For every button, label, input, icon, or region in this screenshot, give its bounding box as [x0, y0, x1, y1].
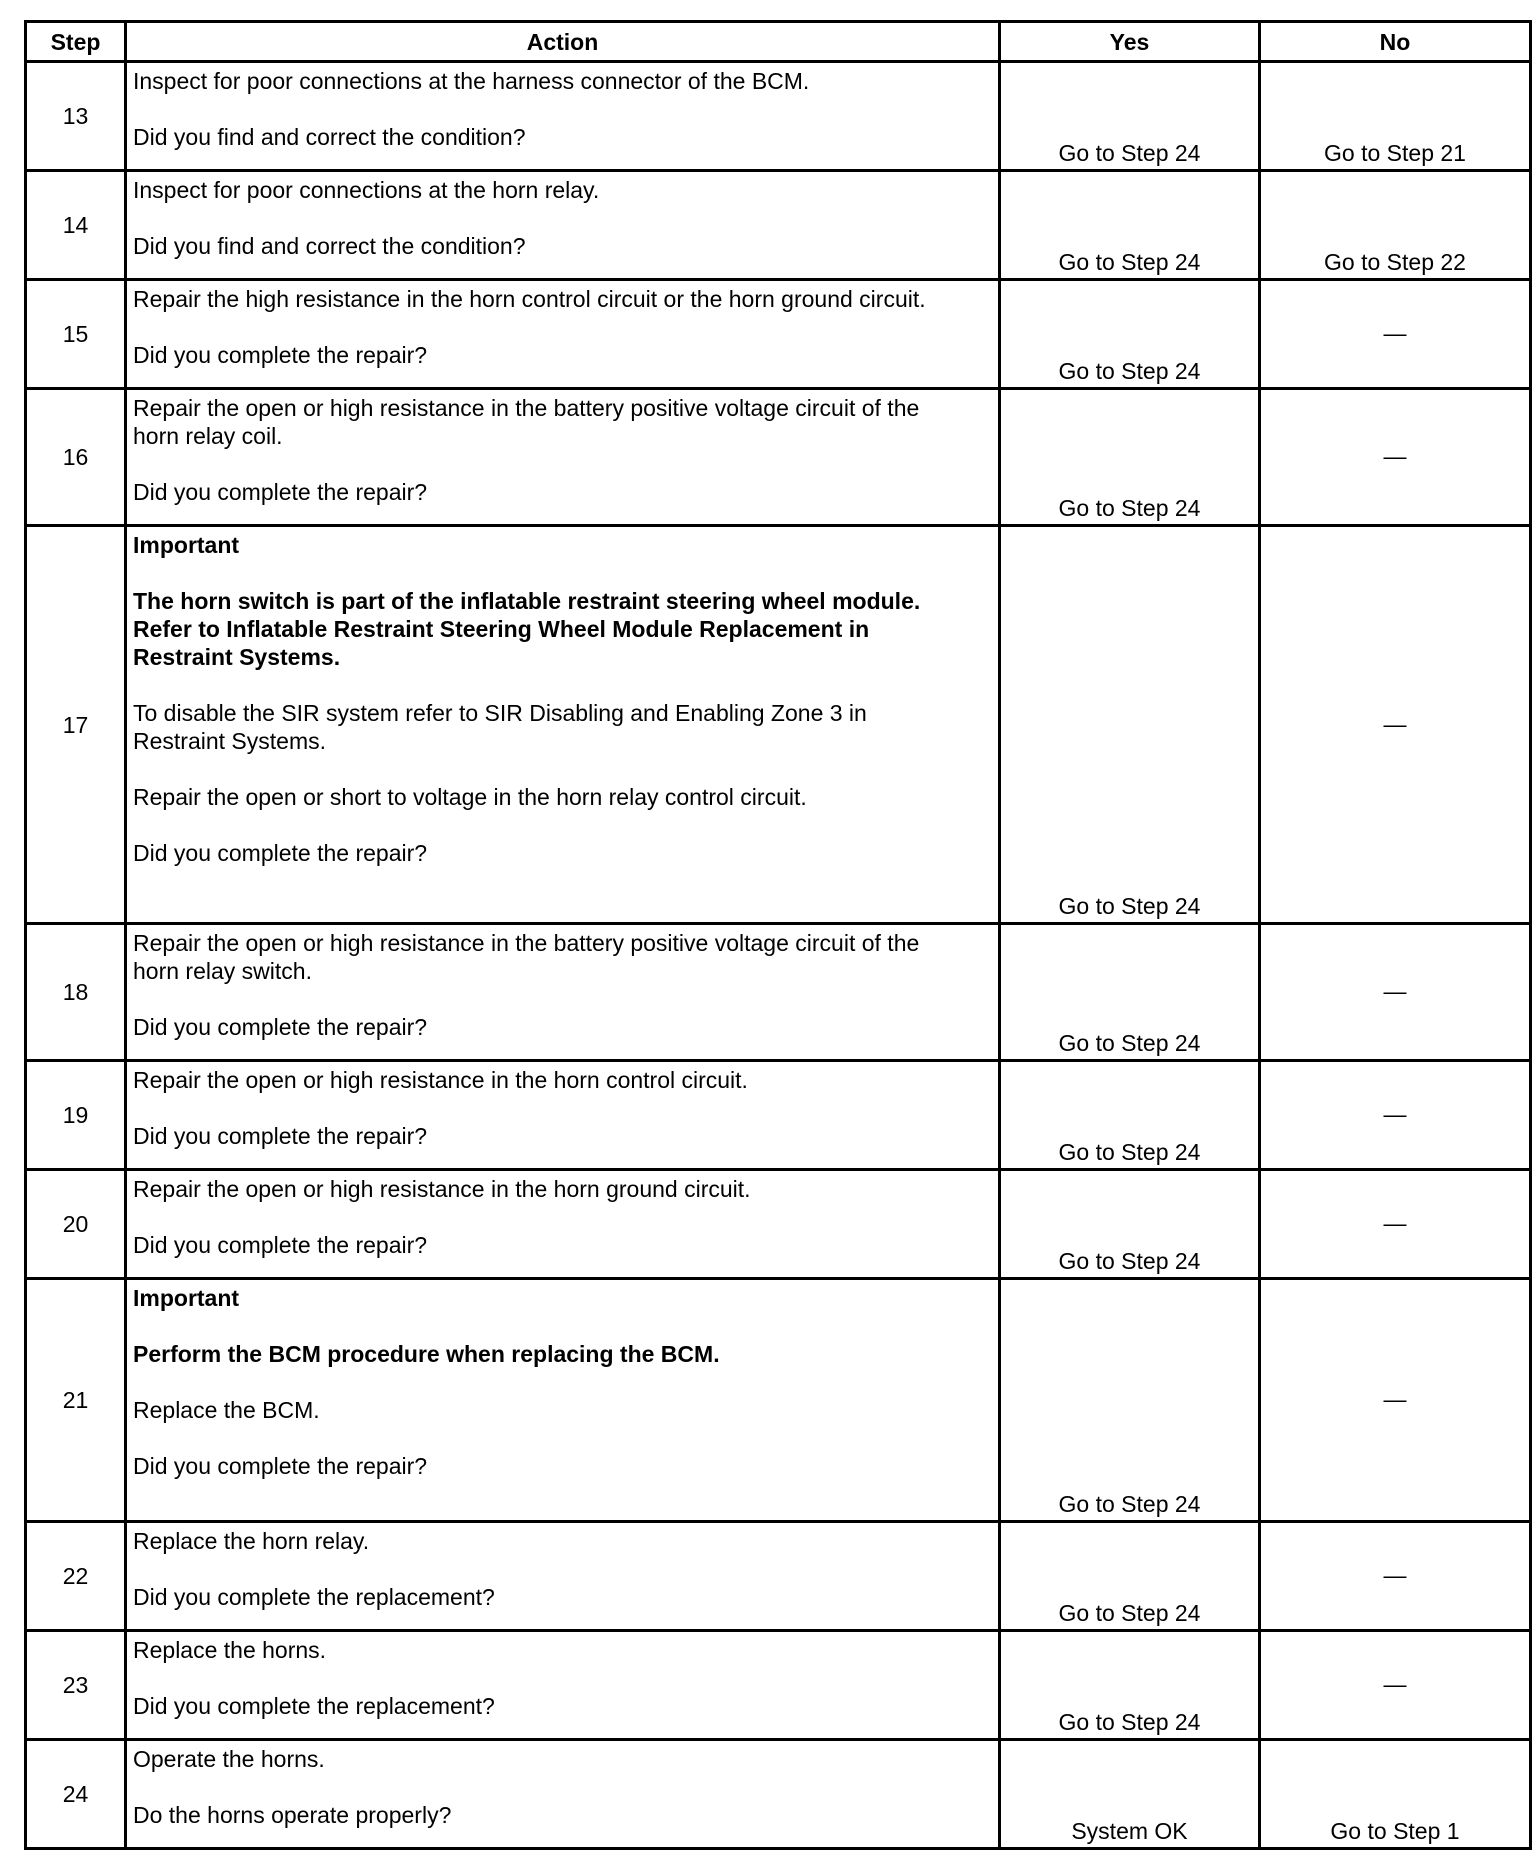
action-cell	[126, 389, 1000, 526]
action-text: To disable the SIR system refer to SIR Disabling and Enabling Zone 3 in Restraint Systems.	[133, 700, 867, 754]
no-result: Go to Step 22	[1260, 171, 1531, 280]
no-result: —	[1260, 1279, 1531, 1522]
important-text: Perform the BCM procedure when replacing the BCM.	[133, 1341, 720, 1367]
question-text: Did you complete the repair?	[133, 1014, 428, 1040]
step-number: 14	[26, 171, 126, 280]
yes-result: Go to Step 24	[1000, 62, 1260, 171]
action-cell	[126, 1279, 1000, 1522]
yes-result: Go to Step 24	[1000, 1522, 1260, 1631]
header-step: Step	[26, 22, 126, 62]
action-cell	[126, 1061, 1000, 1170]
question-text: Did you complete the repair?	[133, 1123, 428, 1149]
yes-result: Go to Step 24	[1000, 526, 1260, 924]
action-text: Replace the BCM.	[133, 1397, 320, 1423]
action-cell	[126, 280, 1000, 389]
question-text: Do the horns operate properly?	[133, 1802, 452, 1828]
header-row	[26, 22, 1531, 62]
table-row	[26, 1061, 1531, 1170]
action-text: Repair the open or high resistance in the battery positive voltage circuit of the horn relay switch.	[133, 930, 920, 984]
action-cell	[126, 1522, 1000, 1631]
action-cell	[126, 1631, 1000, 1740]
action-cell	[126, 62, 1000, 171]
action-text-2: Repair the open or short to voltage in the horn relay control circuit.	[133, 784, 807, 810]
no-result: —	[1260, 924, 1531, 1061]
no-result: —	[1260, 1170, 1531, 1279]
table-row	[26, 1522, 1531, 1631]
step-number: 13	[26, 62, 126, 171]
step-number: 18	[26, 924, 126, 1061]
step-number: 23	[26, 1631, 126, 1740]
question-text: Did you complete the repair?	[133, 1453, 428, 1479]
question-text: Did you find and correct the condition?	[133, 124, 526, 150]
action-cell	[126, 1170, 1000, 1279]
important-label: Important	[133, 1285, 240, 1311]
action-text: Inspect for poor connections at the horn relay.	[133, 177, 600, 203]
no-result: —	[1260, 280, 1531, 389]
yes-result: Go to Step 24	[1000, 280, 1260, 389]
action-cell	[126, 1740, 1000, 1849]
no-result: —	[1260, 1061, 1531, 1170]
table-row	[26, 171, 1531, 280]
no-result: Go to Step 21	[1260, 62, 1531, 171]
step-number: 17	[26, 526, 126, 924]
question-text: Did you complete the repair?	[133, 840, 428, 866]
action-text: Repair the high resistance in the horn control circuit or the horn ground circuit.	[133, 286, 926, 312]
question-text: Did you find and correct the condition?	[133, 233, 526, 259]
header-no: No	[1260, 22, 1531, 62]
question-text: Did you complete the repair?	[133, 342, 428, 368]
no-result: —	[1260, 526, 1531, 924]
action-text: Repair the open or high resistance in the horn control circuit.	[133, 1067, 748, 1093]
question-text: Did you complete the repair?	[133, 1232, 428, 1258]
table-row	[26, 1631, 1531, 1740]
yes-result: Go to Step 24	[1000, 1631, 1260, 1740]
action-text: Operate the horns.	[133, 1746, 325, 1772]
action-text: Replace the horn relay.	[133, 1528, 370, 1554]
header-yes: Yes	[1000, 22, 1260, 62]
question-text: Did you complete the replacement?	[133, 1584, 495, 1610]
no-result: Go to Step 1	[1260, 1740, 1531, 1849]
no-result: —	[1260, 389, 1531, 526]
action-text: Replace the horns.	[133, 1637, 327, 1663]
important-text: The horn switch is part of the inflatable restraint steering wheel module. Refer to Inflatable Restraint Steering Wheel Module Replacement in Restraint Systems.	[133, 588, 921, 670]
table-row	[26, 924, 1531, 1061]
yes-result: Go to Step 24	[1000, 1279, 1260, 1522]
yes-result: Go to Step 24	[1000, 924, 1260, 1061]
step-number: 21	[26, 1279, 126, 1522]
question-text: Did you complete the replacement?	[133, 1693, 495, 1719]
action-cell	[126, 924, 1000, 1061]
yes-result: Go to Step 24	[1000, 1061, 1260, 1170]
yes-result: Go to Step 24	[1000, 171, 1260, 280]
table-row	[26, 389, 1531, 526]
header-action: Action	[126, 22, 1000, 62]
step-number: 15	[26, 280, 126, 389]
yes-result: System OK	[1000, 1740, 1260, 1849]
action-text: Inspect for poor connections at the harness connector of the BCM.	[133, 68, 810, 94]
question-text: Did you complete the repair?	[133, 479, 428, 505]
table-row	[26, 526, 1531, 924]
yes-result: Go to Step 24	[1000, 1170, 1260, 1279]
diagnostic-table	[24, 20, 1532, 1850]
action-cell	[126, 171, 1000, 280]
step-number: 22	[26, 1522, 126, 1631]
action-text: Repair the open or high resistance in the battery positive voltage circuit of the horn relay coil.	[133, 395, 920, 449]
table-row	[26, 1740, 1531, 1849]
step-number: 19	[26, 1061, 126, 1170]
no-result: —	[1260, 1522, 1531, 1631]
table-row	[26, 1279, 1531, 1522]
step-number: 20	[26, 1170, 126, 1279]
action-text: Repair the open or high resistance in the horn ground circuit.	[133, 1176, 751, 1202]
step-number: 24	[26, 1740, 126, 1849]
table-row	[26, 62, 1531, 171]
no-result: —	[1260, 1631, 1531, 1740]
table-row	[26, 280, 1531, 389]
action-cell	[126, 526, 1000, 924]
table-row	[26, 1170, 1531, 1279]
step-number: 16	[26, 389, 126, 526]
important-label: Important	[133, 532, 240, 558]
yes-result: Go to Step 24	[1000, 389, 1260, 526]
